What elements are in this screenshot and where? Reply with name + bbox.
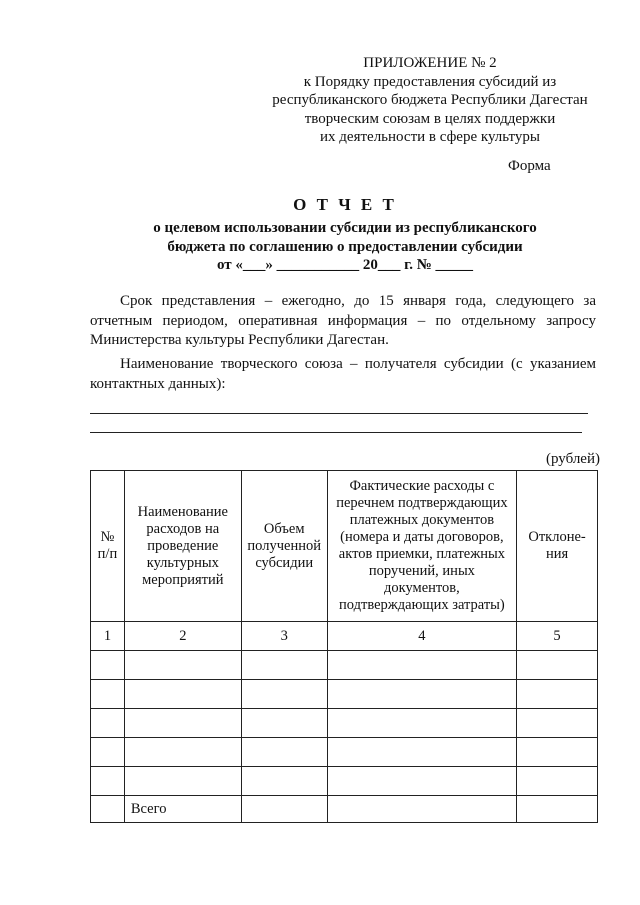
- table-cell: [517, 738, 598, 767]
- table-cell: [327, 680, 516, 709]
- header-subsidy-amount: Объем полученной субсидии: [241, 471, 327, 622]
- form-label: Форма: [508, 158, 551, 174]
- expense-table: [90, 470, 598, 823]
- table-cell: [241, 709, 327, 738]
- header-deviations: Отклоне-ния: [517, 471, 598, 622]
- table-cell: [241, 651, 327, 680]
- table-cell: [124, 767, 241, 796]
- table-cell: [327, 796, 516, 823]
- total-row: [91, 796, 598, 823]
- table-cell: [91, 680, 125, 709]
- table-cell: [327, 709, 516, 738]
- table-cell: [517, 709, 598, 738]
- header-number: № п/п: [91, 471, 125, 622]
- table-row: [91, 709, 598, 738]
- table-cell: [517, 651, 598, 680]
- total-label: Всего: [124, 796, 241, 823]
- column-number: 4: [327, 622, 516, 651]
- table-cell: [124, 651, 241, 680]
- report-subtitle-1: о целевом использовании субсидии из республиканского: [153, 220, 537, 236]
- table-cell: [241, 767, 327, 796]
- table-cell: [517, 796, 598, 823]
- unit-label: (рублей): [545, 451, 600, 467]
- column-number: 5: [517, 622, 598, 651]
- appendix-header: [250, 54, 610, 147]
- table-row: [91, 651, 598, 680]
- column-number: 2: [124, 622, 241, 651]
- table-cell: [124, 738, 241, 767]
- table-row: [91, 738, 598, 767]
- table-row: [91, 680, 598, 709]
- table-cell: [124, 709, 241, 738]
- table-cell: [517, 767, 598, 796]
- appendix-line-1: к Порядку предоставления субсидий из: [303, 73, 557, 90]
- fill-line-1: [90, 413, 588, 414]
- union-name-paragraph: Наименование творческого союза – получателя субсидии (с указанием контактных данных):: [90, 356, 596, 392]
- report-title: О Т Ч Е Т: [293, 195, 397, 214]
- column-number: 1: [91, 622, 125, 651]
- table-cell: [327, 651, 516, 680]
- table-cell: [327, 738, 516, 767]
- table-row: [91, 767, 598, 796]
- report-title-block: [90, 195, 600, 275]
- report-date-number-line: от «___» ___________ 20___ г. № _____: [216, 257, 474, 273]
- table-cell: [91, 767, 125, 796]
- table-cell: [91, 651, 125, 680]
- report-subtitle-2: бюджета по соглашению о предоставлении субсидии: [167, 238, 523, 255]
- table-header-row: [91, 471, 598, 622]
- header-expense-name: Наименование расходов на проведение культурных мероприятий: [124, 471, 241, 622]
- table-cell: [241, 796, 327, 823]
- table-cell: [91, 738, 125, 767]
- appendix-line-4: их деятельности в сфере культуры: [320, 129, 540, 145]
- deadline-paragraph: Срок представления – ежегодно, до 15 января года, следующего за отчетным периодом, оперативная информация – по отдельному запросу Министерства культуры Республики Дагестан.: [90, 293, 596, 348]
- table-cell: [517, 680, 598, 709]
- appendix-title: ПРИЛОЖЕНИЕ № 2: [363, 55, 497, 71]
- column-number: 3: [241, 622, 327, 651]
- header-actual-expenses: Фактические расходы с перечнем подтверждающих платежных документов (номера и даты договоров, актов приемки, платежных поручений, иных документов, подтверждающих затраты): [327, 471, 516, 622]
- table-cell: [327, 767, 516, 796]
- table-cell: [91, 709, 125, 738]
- appendix-line-3: творческим союзам в целях поддержки: [304, 110, 556, 127]
- table-cell: [241, 680, 327, 709]
- table-cell: [124, 680, 241, 709]
- appendix-line-2: республиканского бюджета Республики Дагестан: [272, 92, 588, 108]
- table-cell: [91, 796, 125, 823]
- fill-line-2: [90, 432, 582, 433]
- column-number-row: [91, 622, 598, 651]
- table-cell: [241, 738, 327, 767]
